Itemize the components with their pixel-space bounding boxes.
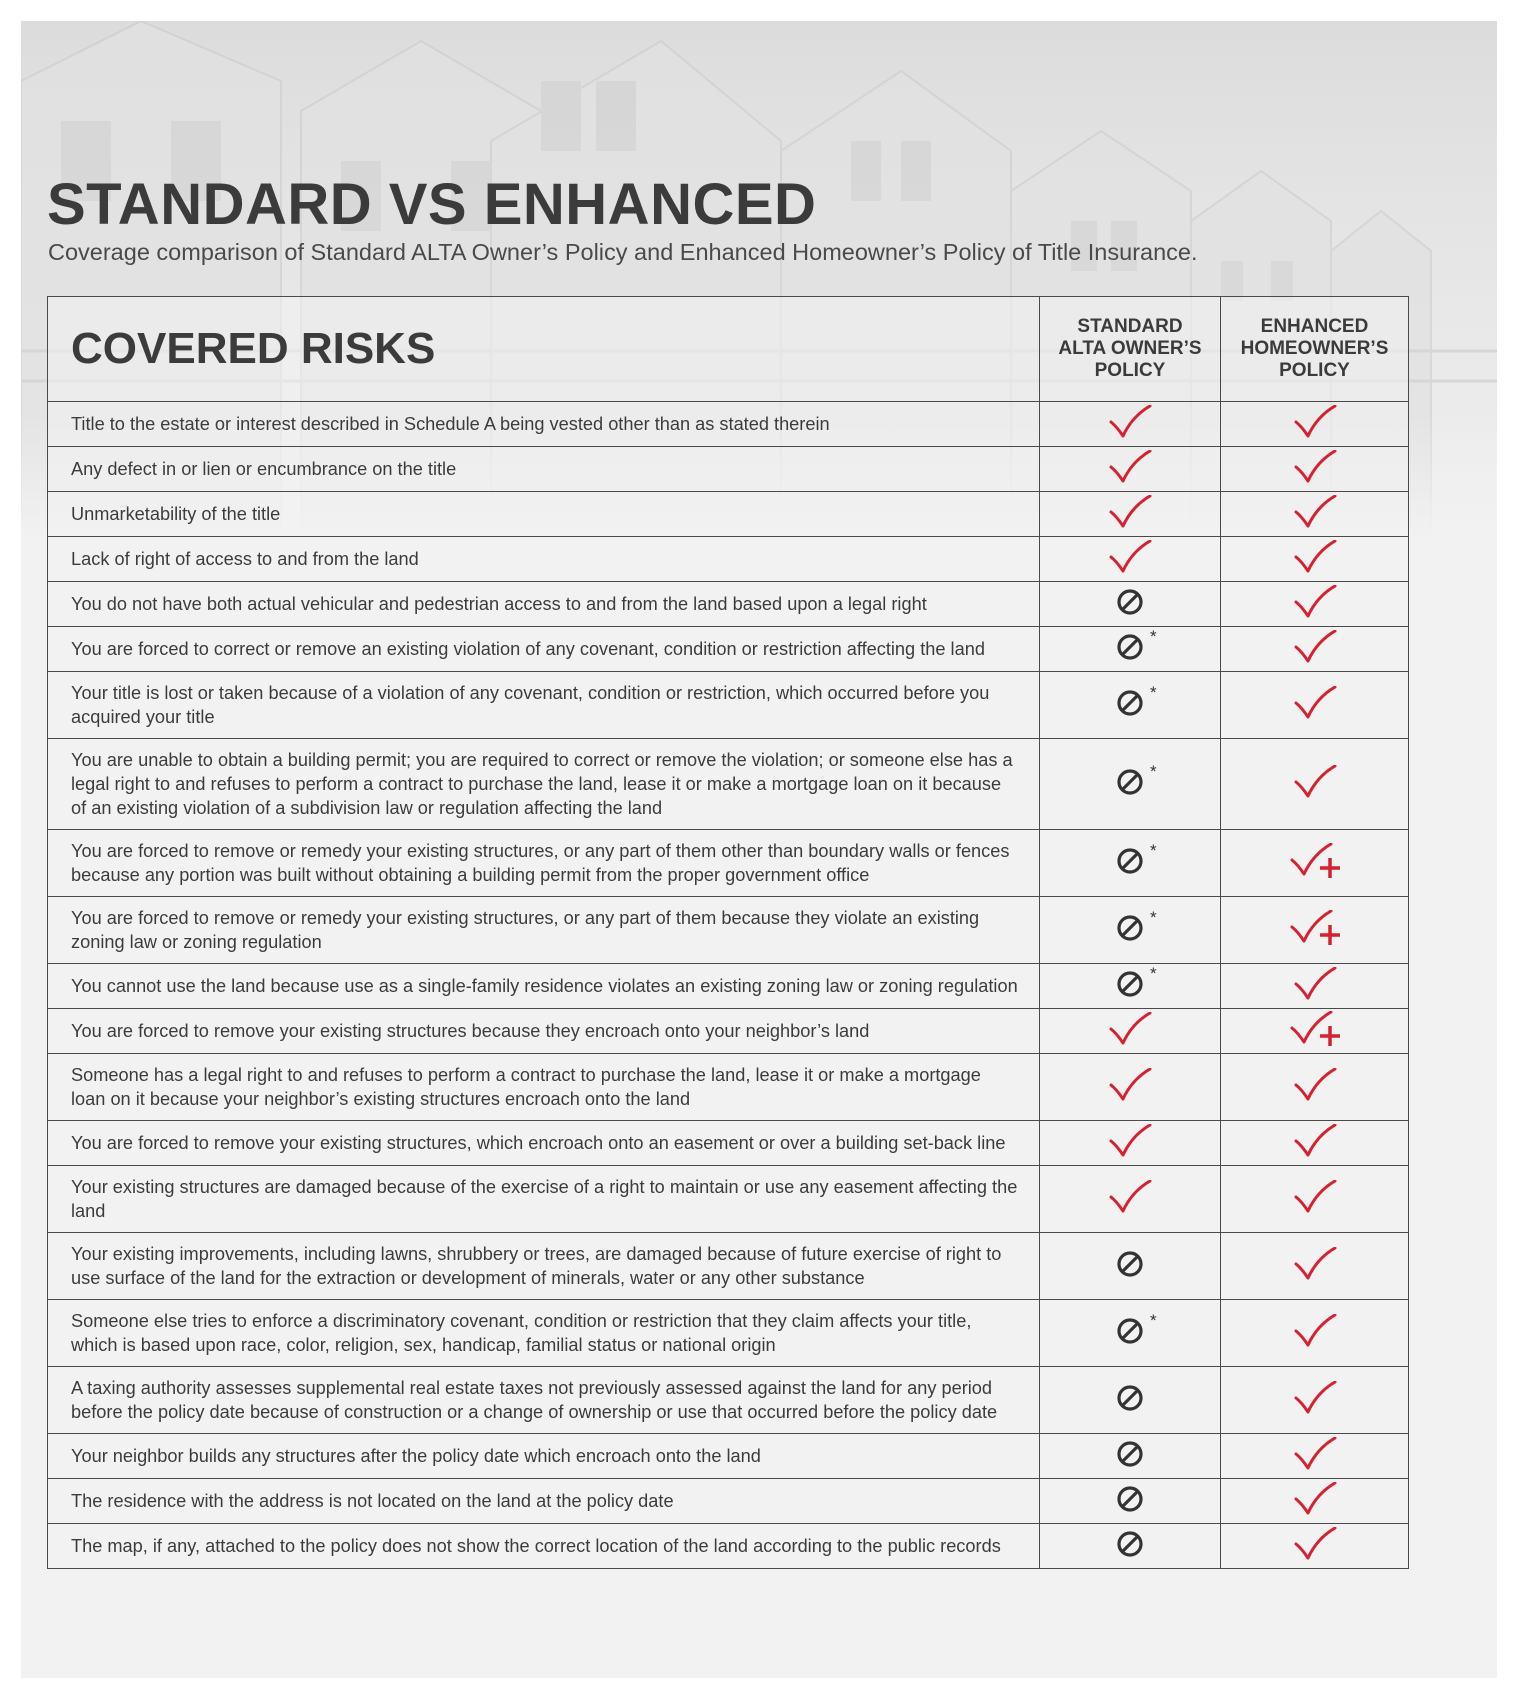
page-title: STANDARD VS ENHANCED: [47, 172, 817, 237]
table-row: [48, 897, 1409, 964]
check-icon: [1293, 405, 1337, 444]
risk-description: You are unable to obtain a building permit; you are required to correct or remove the violation; or someone else has a legal right to and refuses to perform a contract to purchase the land, lease it or make a mortgage loan on it because of an existing violation of a subdivision law or regulation affecting the land: [48, 739, 1040, 830]
check-icon: [1293, 450, 1337, 489]
check-icon: [1108, 540, 1152, 579]
asterisk-icon: *: [1150, 1310, 1157, 1330]
enhanced-heading-line: POLICY: [1279, 360, 1350, 381]
standard-coverage-cell: [1040, 447, 1221, 492]
table-row: [48, 1434, 1409, 1479]
risk-description: You are forced to remove your existing structures, which encroach onto an easement or over a building set-back line: [48, 1121, 1040, 1166]
enhanced-coverage-cell: [1221, 1233, 1409, 1300]
table-row: [48, 1524, 1409, 1569]
check-icon: [1108, 1012, 1152, 1051]
table-row: [48, 492, 1409, 537]
table-row: [48, 447, 1409, 492]
check-plus-icon: [1289, 1011, 1341, 1052]
standard-coverage-cell: [1040, 582, 1221, 627]
asterisk-icon: *: [1150, 907, 1157, 927]
check-icon: [1108, 1180, 1152, 1219]
risk-description: A taxing authority assesses supplemental real estate taxes not previously assessed against the land for any period before the policy date because of construction or a change of ownership or use that occurred before the policy date: [48, 1367, 1040, 1434]
check-icon: [1293, 495, 1337, 534]
check-plus-icon: [1289, 910, 1341, 951]
enhanced-coverage-cell: [1221, 1009, 1409, 1054]
risk-description: The residence with the address is not located on the land at the policy date: [48, 1479, 1040, 1524]
check-plus-icon: [1289, 843, 1341, 884]
risk-description: Your neighbor builds any structures after the policy date which encroach onto the land: [48, 1434, 1040, 1479]
enhanced-coverage-cell: [1221, 582, 1409, 627]
table-row: [48, 1121, 1409, 1166]
risk-description: Your title is lost or taken because of a violation of any covenant, condition or restriction, which occurred before you acquired your title: [48, 672, 1040, 739]
standard-coverage-cell: [1040, 964, 1221, 1009]
risk-description: You do not have both actual vehicular and pedestrian access to and from the land based upon a legal right: [48, 582, 1040, 627]
enhanced-heading-line: ENHANCED: [1260, 316, 1369, 337]
check-icon: [1293, 585, 1337, 624]
table-row: [48, 1166, 1409, 1233]
risk-description: Someone else tries to enforce a discriminatory covenant, condition or restriction that they claim affects your title, which is based upon race, color, religion, sex, handicap, familial status or national origin: [48, 1300, 1040, 1367]
not-covered-icon: [1116, 1384, 1144, 1417]
standard-coverage-cell: [1040, 1233, 1221, 1300]
enhanced-coverage-cell: [1221, 447, 1409, 492]
not-covered-icon: [1116, 1440, 1144, 1473]
standard-coverage-cell: [1040, 402, 1221, 447]
risk-description: You are forced to correct or remove an existing violation of any covenant, condition or restriction affecting the land: [48, 627, 1040, 672]
not-covered-icon: [1116, 588, 1144, 621]
standard-coverage-cell: [1040, 1054, 1221, 1121]
covered-risks-heading: COVERED RISKS: [48, 297, 1040, 402]
asterisk-icon: *: [1150, 682, 1157, 702]
asterisk-icon: *: [1150, 761, 1157, 781]
not-covered-icon: [1116, 1530, 1144, 1563]
table-row: [48, 739, 1409, 830]
standard-coverage-cell: [1040, 1479, 1221, 1524]
not-covered-icon: [1116, 907, 1157, 947]
standard-coverage-cell: [1040, 627, 1221, 672]
enhanced-policy-heading: [1221, 297, 1409, 402]
check-icon: [1293, 1247, 1337, 1286]
risk-description: Your existing structures are damaged because of the exercise of a right to maintain or use any easement affecting the land: [48, 1166, 1040, 1233]
standard-coverage-cell: [1040, 1166, 1221, 1233]
table-row: [48, 1300, 1409, 1367]
standard-heading-line: STANDARD: [1077, 316, 1183, 337]
standard-coverage-cell: [1040, 492, 1221, 537]
not-covered-icon: [1116, 682, 1157, 722]
not-covered-icon: [1116, 1250, 1144, 1283]
risk-description: Lack of right of access to and from the land: [48, 537, 1040, 582]
check-icon: [1293, 1180, 1337, 1219]
check-icon: [1293, 1527, 1337, 1566]
risk-description: You are forced to remove or remedy your existing structures, or any part of them other than boundary walls or fences because any portion was built without obtaining a building permit from the proper government office: [48, 830, 1040, 897]
check-icon: [1108, 1068, 1152, 1107]
standard-coverage-cell: [1040, 1367, 1221, 1434]
enhanced-coverage-cell: [1221, 1434, 1409, 1479]
table-row: [48, 1009, 1409, 1054]
risk-description: Unmarketability of the title: [48, 492, 1040, 537]
check-icon: [1108, 1124, 1152, 1163]
check-icon: [1293, 1437, 1337, 1476]
standard-coverage-cell: [1040, 830, 1221, 897]
standard-coverage-cell: [1040, 1434, 1221, 1479]
standard-coverage-cell: [1040, 897, 1221, 964]
table-row: [48, 1367, 1409, 1434]
check-icon: [1108, 495, 1152, 534]
enhanced-coverage-cell: [1221, 1479, 1409, 1524]
enhanced-coverage-cell: [1221, 402, 1409, 447]
table-row: [48, 402, 1409, 447]
risk-description: You are forced to remove or remedy your existing structures, or any part of them because they violate an existing zoning law or zoning regulation: [48, 897, 1040, 964]
risk-description: You cannot use the land because use as a single-family residence violates an existing zoning law or zoning regulation: [48, 964, 1040, 1009]
check-icon: [1293, 967, 1337, 1006]
check-icon: [1293, 540, 1337, 579]
check-icon: [1293, 630, 1337, 669]
not-covered-icon: [1116, 1310, 1157, 1350]
standard-policy-heading: [1040, 297, 1221, 402]
comparison-panel: [21, 21, 1497, 1678]
risk-description: Your existing improvements, including lawns, shrubbery or trees, are damaged because of future exercise of right to use surface of the land for the extraction or development of minerals, water or any other substance: [48, 1233, 1040, 1300]
check-icon: [1293, 1314, 1337, 1353]
enhanced-coverage-cell: [1221, 830, 1409, 897]
standard-coverage-cell: [1040, 1300, 1221, 1367]
standard-heading-line: POLICY: [1094, 360, 1166, 381]
coverage-comparison-table: [47, 296, 1409, 1569]
risk-description: Title to the estate or interest described in Schedule A being vested other than as stated therein: [48, 402, 1040, 447]
not-covered-icon: [1116, 963, 1157, 1003]
enhanced-coverage-cell: [1221, 492, 1409, 537]
table-row: [48, 537, 1409, 582]
check-icon: [1293, 765, 1337, 804]
check-icon: [1108, 405, 1152, 444]
standard-coverage-cell: [1040, 1121, 1221, 1166]
enhanced-coverage-cell: [1221, 897, 1409, 964]
enhanced-coverage-cell: [1221, 1367, 1409, 1434]
table-row: [48, 582, 1409, 627]
table-row: [48, 672, 1409, 739]
risk-description: Someone has a legal right to and refuses to perform a contract to purchase the land, lease it or make a mortgage loan on it because your neighbor’s existing structures encroach onto the land: [48, 1054, 1040, 1121]
not-covered-icon: [1116, 840, 1157, 880]
table-row: [48, 1054, 1409, 1121]
risk-description: The map, if any, attached to the policy does not show the correct location of the land according to the public records: [48, 1524, 1040, 1569]
risk-rows: [48, 402, 1409, 1569]
table-row: [48, 964, 1409, 1009]
enhanced-coverage-cell: [1221, 672, 1409, 739]
enhanced-coverage-cell: [1221, 964, 1409, 1009]
risk-description: Any defect in or lien or encumbrance on the title: [48, 447, 1040, 492]
page-subtitle: Coverage comparison of Standard ALTA Owner’s Policy and Enhanced Homeowner’s Policy of Title Insurance.: [48, 239, 1198, 265]
table-row: [48, 1233, 1409, 1300]
check-icon: [1293, 686, 1337, 725]
check-icon: [1293, 1068, 1337, 1107]
enhanced-coverage-cell: [1221, 1300, 1409, 1367]
check-icon: [1293, 1381, 1337, 1420]
risk-description: You are forced to remove your existing structures because they encroach onto your neighbor’s land: [48, 1009, 1040, 1054]
not-covered-icon: [1116, 761, 1157, 801]
standard-heading-line: ALTA OWNER’S: [1058, 338, 1202, 359]
enhanced-coverage-cell: [1221, 1054, 1409, 1121]
standard-coverage-cell: [1040, 537, 1221, 582]
asterisk-icon: *: [1150, 963, 1157, 983]
not-covered-icon: [1116, 1485, 1144, 1518]
asterisk-icon: *: [1150, 626, 1157, 646]
table-row: [48, 1479, 1409, 1524]
enhanced-heading-line: HOMEOWNER’S: [1240, 338, 1389, 359]
table-row: [48, 830, 1409, 897]
check-icon: [1293, 1124, 1337, 1163]
table-header-row: [48, 297, 1409, 402]
standard-coverage-cell: [1040, 1524, 1221, 1569]
asterisk-icon: *: [1150, 840, 1157, 860]
standard-coverage-cell: [1040, 1009, 1221, 1054]
enhanced-coverage-cell: [1221, 1166, 1409, 1233]
standard-coverage-cell: [1040, 672, 1221, 739]
enhanced-coverage-cell: [1221, 537, 1409, 582]
table-row: [48, 627, 1409, 672]
enhanced-coverage-cell: [1221, 627, 1409, 672]
check-icon: [1293, 1482, 1337, 1521]
enhanced-coverage-cell: [1221, 1121, 1409, 1166]
enhanced-coverage-cell: [1221, 1524, 1409, 1569]
not-covered-icon: [1116, 626, 1157, 666]
enhanced-coverage-cell: [1221, 739, 1409, 830]
check-icon: [1108, 450, 1152, 489]
standard-coverage-cell: [1040, 739, 1221, 830]
